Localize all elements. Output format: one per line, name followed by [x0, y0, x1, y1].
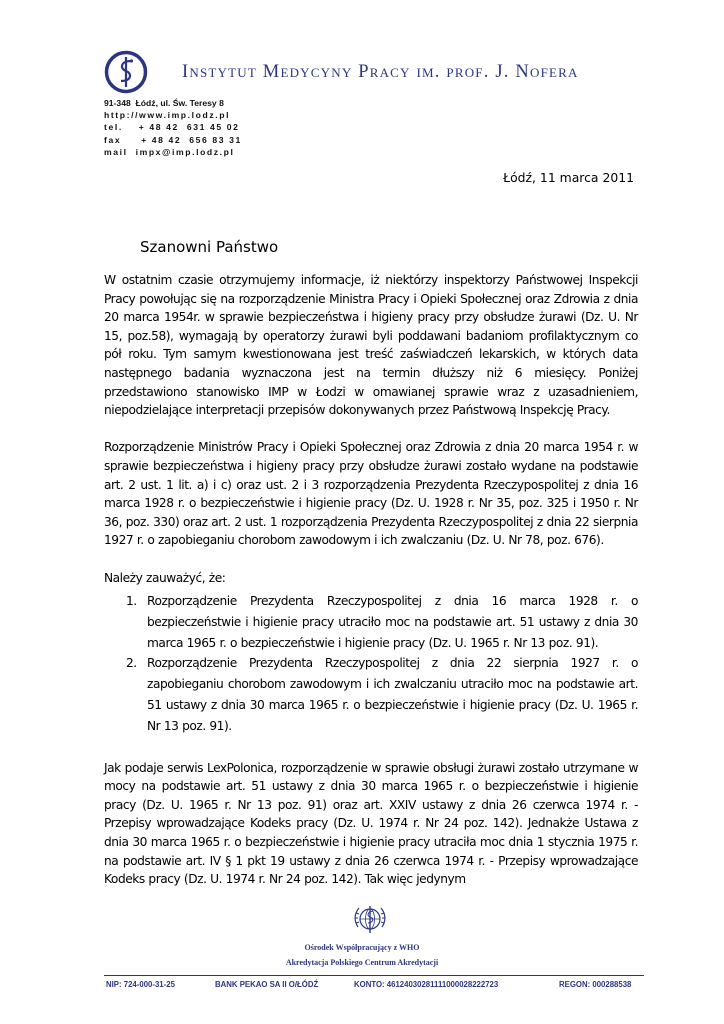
institute-logo-icon	[104, 50, 148, 94]
paragraph: Rozporządzenie Ministrów Pracy i Opieki Społecznej oraz Zdrowia z dnia 20 marca 1954 r. w sprawie bezpieczeństwa i higieny pracy przy obsłudze żurawi zostało wydane na podstawie art. 2 ust. 1 lit. a) i c) oraz ust. 2 i 3 rozporządzenia Prezydenta Rzeczypospolitej z dnia 16 marca 1928 r. o bezpieczeństwie i higienie pracy (Dz. U. 1928 r. Nr 35, poz. 325 i 1950 r. Nr 36, poz. 330) oraz art. 2 ust. 1 rozporządzenia Prezydenta Rzeczypospolitej z dnia 22 sierpnia 1927 r. o zapobieganiu chorobom zawodowym i ich zwalczaniu (Dz. U. Nr 78, poz. 676).	[104, 440, 638, 548]
email-link[interactable]: impx@imp.lodz.pl	[135, 146, 235, 157]
phone-number: + 48 42 631 45 02	[138, 122, 240, 133]
paragraph: W ostatnim czasie otrzymujemy informacje, iż niektórzy inspektorzy Państwowej Inspekcji Pracy powołując się na rozporządzenie Ministra Pracy i Opieki Społecznej oraz Zdrowia z dnia 20 marca 1954r. w sprawie bezpieczeństwa i higieny pracy przy obsłudze żurawi (Dz. U. Nr 15, poz.58), wymagają by operatorzy żurawi byli poddawani badaniom profilaktycznym co pół roku. Tym samym kwestionowana jest treść zaświadczeń lekarskich, w których data następnego badania wyznaczona jest na termin dłuższy niż 6 miesięcy. Poniżej przedstawiono stanowisko IMP w Łodzi w omawianej sprawie wraz z uzasadnieniem, niepodzielające interpretacji przepisów dokonywanych przez Państwową Inspekcję Pracy.	[104, 273, 638, 418]
footer-nip: NIP: 724-000-31-25	[106, 980, 175, 989]
phone-label: tel.	[104, 122, 123, 133]
footer	[104, 980, 644, 992]
list-number: 1.	[126, 594, 137, 609]
website-link[interactable]: http://www.imp.lodz.pl	[104, 110, 231, 121]
who-center-label: Ośrodek Współpracujący z WHO	[304, 943, 420, 952]
accreditation-label: Akredytacja Polskiego Centrum Akredytacji	[285, 958, 439, 967]
list-item	[126, 653, 638, 736]
list-text: Rozporządzenie Prezydenta Rzeczypospolitej z dnia 22 sierpnia 1927 r. o zapobieganiu chorobom zawodowym i ich zwalczaniu utraciło moc na podstawie art. 51 ustawy z dnia 30 marca 1965 r. o bezpieczeństwie i higienie pracy (Dz. U. 1965 r. Nr 13 poz. 91).	[147, 656, 638, 733]
letter-date: Łódź, 11 marca 2011	[503, 170, 634, 185]
salutation: Szanowni Państwo	[140, 238, 279, 256]
list-number: 2.	[126, 656, 137, 671]
letter-body	[104, 271, 638, 907]
who-emblem-icon	[350, 903, 390, 937]
footer-divider	[104, 975, 644, 976]
phone-line	[104, 121, 242, 133]
list-text: Rozporządzenie Prezydenta Rzeczypospolitej z dnia 16 marca 1928 r. o bezpieczeństwie i higienie pracy utraciło moc na podstawie art. 51 ustawy z dnia 30 marca 1965 r. o bezpieczeństwie i higienie pracy (Dz. U. 1965 r. Nr 13 poz. 91).	[147, 594, 638, 650]
fax-line	[104, 134, 242, 146]
note-intro: Należy zauważyć, że:	[104, 570, 226, 585]
fax-label: fax	[104, 134, 122, 145]
fax-number: + 48 42 656 83 31	[141, 134, 242, 145]
numbered-list	[104, 591, 638, 737]
list-item	[126, 591, 638, 653]
contact-block	[104, 97, 242, 158]
footer-bank: BANK PEKAO SA II O/ŁÓDŹ	[215, 980, 319, 989]
mail-line	[104, 146, 242, 158]
footer-account: KONTO: 46124030281111000028222723	[354, 980, 499, 989]
paragraph: Jak podaje serwis LexPolonica, rozporządzenie w sprawie obsługi żurawi zostało utrzymane w mocy na podstawie art. 51 ustawy z dnia 30 marca 1965 r. o bezpieczeństwie i higienie pracy (Dz. U. 1965 r. Nr 13 poz. 91) oraz art. XXIV ustawy z dnia 26 czerwca 1974 r. - Przepisy wprowadzające Kodeks pracy (Dz. U. 1974 r. Nr 24 poz. 142). Jednakże Ustawa z dnia 30 marca 1965 r. o bezpieczeństwie i higienie pracy utraciła moc dnia 1 stycznia 1975 r. na podstawie art. IV § 1 pkt 19 ustawy z dnia 26 czerwca 1974 r. - Przepisy wprowadzające Kodeks pracy (Dz. U. 1974 r. Nr 24 poz. 142). Tak więc jedynym	[104, 760, 638, 887]
mail-label: mail	[104, 146, 128, 157]
address-line: 91-348 Łódź, ul. Św. Teresy 8	[104, 98, 224, 108]
footer-regon: REGON: 000288538	[559, 980, 632, 989]
institute-name: Instytut Medycyny Pracy im. prof. J. Nofera	[182, 62, 579, 82]
